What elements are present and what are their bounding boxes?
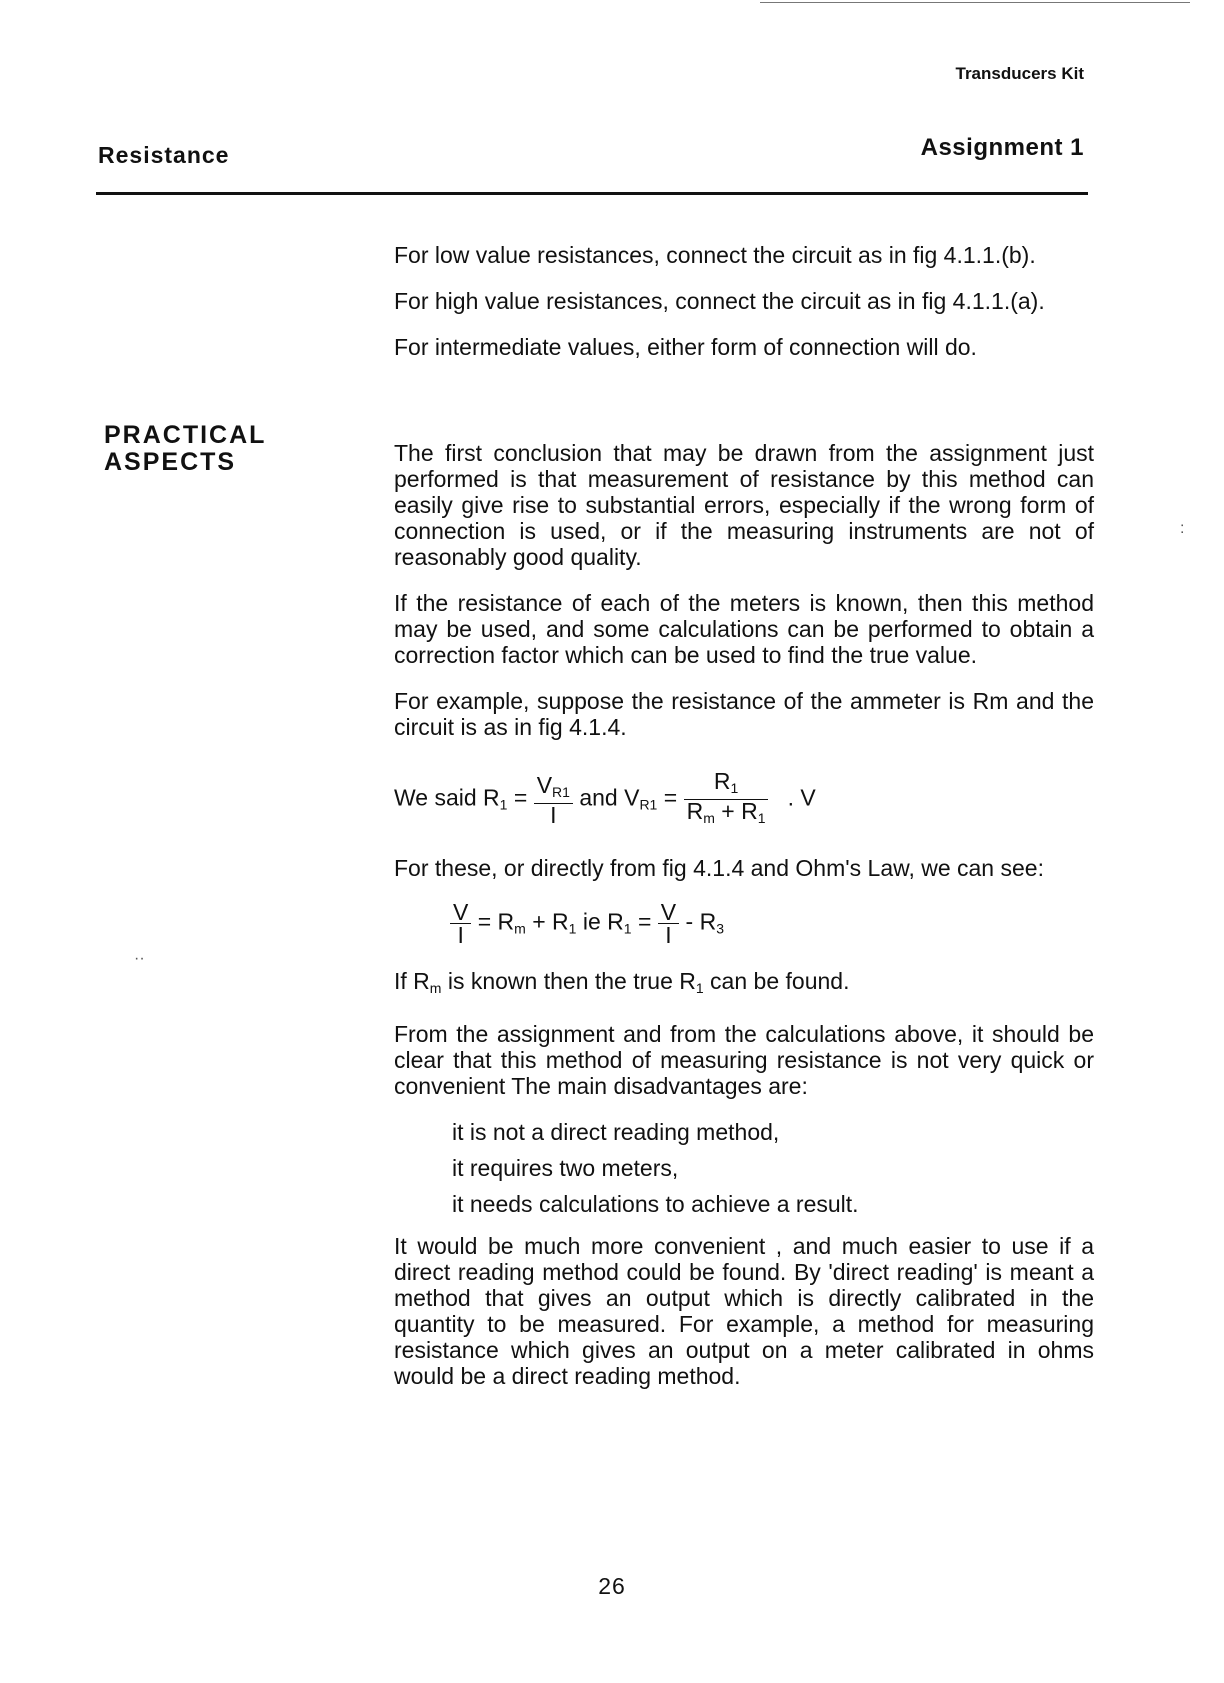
fraction-vr1-over-i: $\frac{V_{R1}}{I}$ [534,774,573,826]
paragraph-meter-resistance: If the resistance of each of the meters is known, then this method may be used, and some calculations can be performed to obtain a correction factor which can be used to find the true value. [394,590,1094,668]
paragraph-example: For example, suppose the resistance of the ammeter is Rm and the circuit is as in fig 4.1.4. [394,688,1094,740]
top-edge-rule [760,2,1190,3]
list-item: it requires two meters, [452,1155,679,1181]
margin-speck: ·· [134,950,145,967]
sidebar-heading [104,422,266,476]
sidebar-heading-line2: ASPECTS [104,448,237,476]
paragraph-direct-reading: It would be much more convenient , and much easier to use if a direct reading method could be found. By 'direct reading' is meant a method that gives an output which is directly calibrated in the quantity to be measured. For example, a method for measuring resistance which gives an output on a meter calibrated in ohms would be a direct reading method. [394,1233,1094,1389]
assignment-title: Assignment 1 [920,134,1084,161]
paragraph-disadvantages: From the assignment and from the calculations above, it should be clear that this method of measuring resistance is not very quick or convenient The main disadvantages are: [394,1021,1094,1099]
paragraph-conclusion: The first conclusion that may be drawn from the assignment just performed is that measurement of resistance by this method can easily give rise to substantial errors, especially if the wrong form of connection is used, or if the measuring instruments are not of reasonably good quality. [394,440,1094,570]
list-item: it is not a direct reading method, [452,1119,780,1145]
disadvantages-list [452,1119,1094,1217]
page-number: 26 [598,1573,626,1599]
fraction-v-over-i-second: $\frac{V}{I}$ [658,901,679,946]
kit-title: Transducers Kit [955,64,1084,83]
header-rule [96,192,1088,195]
fraction-v-over-i: $\frac{V}{I}$ [450,901,471,946]
body-column-main [394,440,1094,1409]
equation-we-said: We said $R_1$ = $\frac{V_{R1}}{I}$ and $V_{R1}$ = $\frac{R_1}{R_m + R_1}$ . V [394,768,816,828]
paragraph-intermediate: For intermediate values, either form of connection will do. [394,334,977,360]
equation-true-resistance: $\frac{V}{I}$ = $R_m + R_1$ ie $R_1$ = $\frac{V}{I}$ - $R_3$ [450,901,1094,946]
sidebar-heading-line1: PRACTICAL [104,421,267,449]
section-title: Resistance [98,142,230,168]
fraction-r1-over-rm-plus-r1: $\frac{R_1}{R_m + R_1}$ [684,770,769,829]
paragraph-high-value: For high value resistances, connect the circuit as in fig 4.1.1.(a). [394,288,1045,314]
list-item: it needs calculations to achieve a result. [452,1191,859,1217]
margin-speck: : [1180,520,1185,537]
body-column-top [394,242,1094,380]
paragraph-rm-known: If $R_m$ is known then the true $R_1$ can be found. [394,968,850,996]
paragraph-low-value: For low value resistances, connect the circuit as in fig 4.1.1.(b). [394,242,1036,268]
paragraph-ohms-law: For these, or directly from fig 4.1.4 and Ohm's Law, we can see: [394,855,1044,881]
